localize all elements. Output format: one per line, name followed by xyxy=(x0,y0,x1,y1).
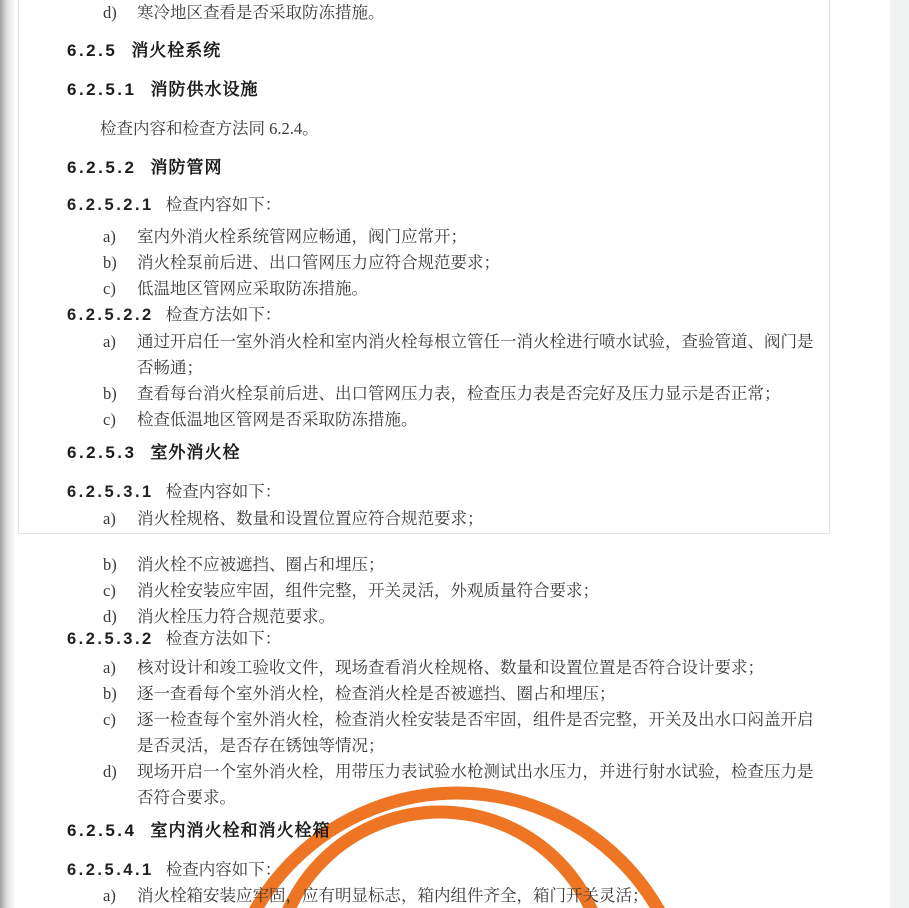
list-item-label: a) xyxy=(103,227,116,246)
section-heading xyxy=(67,38,221,64)
list-item-label: b) xyxy=(103,384,117,403)
list-item xyxy=(103,759,817,811)
list-item-text: 查看每台消火栓泵前后进、出口管网压力表，检查压力表是否完好及压力显示是否正常； xyxy=(137,384,781,403)
list-item xyxy=(103,250,817,276)
section-title: 消防管网 xyxy=(150,158,223,177)
list-item-text: 消火栓箱安装应牢固，应有明显标志，箱内组件齐全，箱门开关灵活； xyxy=(137,886,649,905)
list-item-text: 消火栓不应被遮挡、圈占和埋压； xyxy=(137,555,385,574)
clause-text: 检查内容如下： xyxy=(165,482,282,501)
clause-text: 检查方法如下： xyxy=(165,629,282,648)
list-item xyxy=(103,655,817,681)
clause-line xyxy=(67,302,281,328)
list-item xyxy=(103,681,817,707)
clause-number: 6.2.5.4.1 xyxy=(67,861,154,879)
section-title: 室内消火栓和消火栓箱 xyxy=(150,821,331,840)
list-item-label: d) xyxy=(103,3,117,22)
paragraph: 检查内容和检查方法同 6.2.4。 xyxy=(100,119,319,138)
section-number: 6.2.5 xyxy=(67,41,118,60)
list-item-label: c) xyxy=(103,279,116,298)
clause-text: 检查内容如下： xyxy=(165,195,282,214)
list-item-text: 消火栓压力符合规范要求。 xyxy=(137,607,335,626)
clause-line xyxy=(67,857,281,883)
list-item xyxy=(103,407,817,433)
list-item-text: 现场开启一个室外消火栓，用带压力表试验水枪测试出水压力，并进行射水试验，检查压力是否符合要求。 xyxy=(137,762,814,807)
list-item-label: a) xyxy=(103,509,116,528)
list-item-label: c) xyxy=(103,581,116,600)
list-item-text: 低温地区管网应采取防冻措施。 xyxy=(137,279,368,298)
clause-text: 检查方法如下： xyxy=(165,305,282,324)
list-item-text: 逐一查看每个室外消火栓，检查消火栓是否被遮挡、圈占和埋压； xyxy=(137,684,616,703)
list-item-text: 寒冷地区查看是否采取防冻措施。 xyxy=(137,3,385,22)
list-item xyxy=(103,883,817,908)
viewer-background-strip xyxy=(890,0,909,908)
list-item-label: a) xyxy=(103,886,116,905)
list-item-text: 室内外消火栓系统管网应畅通，阀门应常开； xyxy=(137,227,467,246)
list-item-label: c) xyxy=(103,710,116,729)
section-heading xyxy=(67,77,259,103)
list-item-text: 消火栓安装应牢固，组件完整，开关灵活，外观质量符合要求； xyxy=(137,581,599,600)
list-item-text: 消火栓泵前后进、出口管网压力应符合规范要求； xyxy=(137,253,500,272)
list-item xyxy=(103,707,817,759)
section-title: 消火栓系统 xyxy=(131,41,222,60)
clause-number: 6.2.5.3.1 xyxy=(67,483,154,501)
section-title: 消防供水设施 xyxy=(150,80,259,99)
list-item-text: 检查低温地区管网是否采取防冻措施。 xyxy=(137,410,418,429)
list-item xyxy=(103,276,817,302)
list-item-text: 消火栓规格、数量和设置位置应符合规范要求； xyxy=(137,509,484,528)
clause-number: 6.2.5.2.1 xyxy=(67,196,154,214)
section-number: 6.2.5.1 xyxy=(67,80,137,99)
clause-number: 6.2.5.2.2 xyxy=(67,306,154,324)
section-heading xyxy=(67,818,331,844)
list-item xyxy=(103,578,817,604)
list-item xyxy=(103,329,817,381)
list-item-label: a) xyxy=(103,332,116,351)
list-item xyxy=(103,0,817,26)
section-title: 室外消火栓 xyxy=(150,443,241,462)
list-item-text: 逐一检查每个室外消火栓，检查消火栓安装是否牢固，组件是否完整，开关及出水口闷盖开启是否灵活，是否存在锈蚀等情况； xyxy=(137,710,814,755)
clause-line xyxy=(67,479,281,505)
list-item-label: c) xyxy=(103,410,116,429)
list-item-text: 核对设计和竣工验收文件，现场查看消火栓规格、数量和设置位置是否符合设计要求； xyxy=(137,658,764,677)
list-item-label: a) xyxy=(103,658,116,677)
list-item-label: b) xyxy=(103,253,117,272)
section-heading xyxy=(67,155,223,181)
clause-line xyxy=(67,192,281,218)
list-item-label: d) xyxy=(103,762,117,781)
section-number: 6.2.5.2 xyxy=(67,158,137,177)
list-item-label: b) xyxy=(103,684,117,703)
list-item xyxy=(103,552,817,578)
list-item xyxy=(103,506,817,532)
list-item-text: 通过开启任一室外消火栓和室内消火栓每根立管任一消火栓进行喷水试验，查验管道、阀门是否畅通； xyxy=(137,332,814,377)
list-item-label: d) xyxy=(103,607,117,626)
list-item-label: b) xyxy=(103,555,117,574)
list-item xyxy=(103,381,817,407)
section-number: 6.2.5.4 xyxy=(67,821,137,840)
clause-number: 6.2.5.3.2 xyxy=(67,630,154,648)
section-heading xyxy=(67,440,241,466)
clause-line xyxy=(67,626,281,652)
clause-text: 检查内容如下： xyxy=(165,860,282,879)
list-item xyxy=(103,224,817,250)
section-number: 6.2.5.3 xyxy=(67,443,137,462)
